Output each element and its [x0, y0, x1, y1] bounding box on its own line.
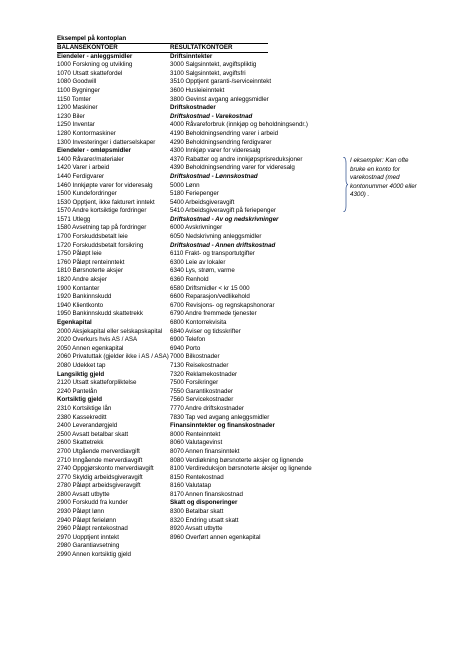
- balance-account-row: 2940 Påløpt ferielønn: [57, 516, 117, 524]
- balance-account-row: 1460 Innkjøpte varer for videresalg: [57, 181, 153, 189]
- balance-account-row: 1000 Forskning og utvikling: [57, 61, 133, 69]
- result-account-row: 8300 Betalbar skatt: [170, 508, 224, 516]
- balance-account-row: 1250 Inventar: [57, 121, 95, 129]
- balance-account-row: 1820 Andre aksjer: [57, 276, 107, 284]
- result-account-row: 3100 Salgsinntekt, avgiftsfri: [170, 69, 246, 77]
- balance-account-row: 2600 Skattetrekk: [57, 439, 104, 447]
- balance-account-row: 2000 Aksjekapital eller selskapskapital: [57, 327, 163, 335]
- result-account-row: 5400 Arbeidsgiveravgift: [170, 198, 235, 206]
- result-account-row: 7130 Reisekostnader: [170, 361, 229, 369]
- result-section-heading: Driftskostnad - Annen driftskostnad: [170, 241, 276, 249]
- balance-account-row: 2060 Privatuttak (gjelder ikke i AS / ASA): [57, 353, 169, 361]
- balance-account-row: 1720 Forskuddsbetalt forsikring: [57, 241, 144, 249]
- result-account-row: 8060 Valutagevinst: [170, 439, 223, 447]
- result-account-row: 3510 Opptjent garanti-/serviceinntekt: [170, 78, 272, 86]
- balance-account-row: 1571 Utlegg: [57, 215, 91, 223]
- balance-account-row: 1810 Børsnoterte aksjer: [57, 267, 124, 275]
- result-account-row: 6360 Renhold: [170, 276, 209, 284]
- balance-account-row: 1230 Biler: [57, 112, 85, 120]
- result-account-row: 8160 Valutatap: [170, 482, 212, 490]
- result-section-heading: Driftskostnader: [170, 104, 216, 112]
- balance-account-row: 2980 Garantiavsetning: [57, 542, 120, 550]
- balance-account-row: 2400 Leverandørgjeld: [57, 422, 118, 430]
- balance-header: BALANSEKONTOER: [57, 44, 118, 51]
- result-account-row: 8080 Verdiøkning børsnoterte aksjer og lignende: [170, 456, 304, 464]
- balance-account-row: 2050 Annen egenkapital: [57, 344, 124, 352]
- balance-account-row: 1400 Råvarer/materialer: [57, 155, 124, 163]
- result-account-row: 6300 Leie av lokaler: [170, 258, 226, 266]
- balance-account-row: 2780 Påløpt arbeidsgiveravgift: [57, 482, 141, 490]
- balance-account-row: 1440 Ferdigvarer: [57, 172, 105, 180]
- side-note: I eksempler: Kan ofte bruke en konto for varekostnad (med kontonummer 4000 eller 4300) .: [350, 157, 417, 199]
- result-section-heading: Driftskostnad - Varekostnad: [170, 112, 253, 120]
- result-account-row: 4290 Beholdningsendring ferdigvarer: [170, 138, 272, 146]
- balance-account-row: 2500 Avsatt betalbar skatt: [57, 430, 129, 438]
- balance-account-row: 2710 Inngående merverdiavgift: [57, 456, 143, 464]
- balance-account-row: 1100 Bygninger: [57, 86, 100, 94]
- result-account-row: 6900 Telefon: [170, 336, 206, 344]
- balance-account-row: 2770 Skyldig arbeidsgiveravgift: [57, 473, 143, 481]
- result-account-row: 8150 Rentekostnad: [170, 473, 224, 481]
- balance-account-row: 2970 Uopptjent inntekt: [57, 533, 119, 541]
- result-account-row: 4370 Rabatter og andre innkjøpsprisreduksjoner: [170, 155, 303, 163]
- result-account-row: 5180 Feriepenger: [170, 190, 219, 198]
- balance-section-heading: Kortsiktig gjeld: [57, 396, 103, 404]
- result-account-row: 4300 Innkjøp varer for videresalg: [170, 147, 261, 155]
- result-account-row: 6580 Driftsmidler < kr 15 000: [170, 284, 250, 292]
- result-accounts-column: [170, 44, 312, 542]
- result-account-row: 6840 Aviser og tidsskrifter: [170, 327, 241, 335]
- brace-icon: [342, 157, 348, 212]
- result-account-row: 6340 Lys, strøm, varme: [170, 267, 235, 275]
- balance-account-row: 1150 Tomter: [57, 95, 91, 103]
- result-account-row: 6000 Avskrivninger: [170, 224, 223, 232]
- balance-account-row: 1940 Klientkonto: [57, 301, 104, 309]
- balance-account-row: 2240 Pantelån: [57, 387, 97, 395]
- result-account-row: 3000 Salgsinntekt, avgiftspliktig: [170, 61, 257, 69]
- balance-account-row: 1750 Påløpt leie: [57, 250, 102, 258]
- balance-account-row: 1070 Utsatt skattefordel: [57, 69, 123, 77]
- result-section-heading: Driftskostnad - Av og nedskrivninger: [170, 215, 279, 223]
- result-account-row: 4390 Beholdningsendring varer for videresalg: [170, 164, 295, 172]
- document-title: Eksempel på kontoplan: [57, 35, 127, 42]
- balance-account-row: 2080 Udekket tap: [57, 361, 106, 369]
- result-account-row: 7550 Garantikostnader: [170, 387, 233, 395]
- balance-account-row: 2900 Forskudd fra kunder: [57, 499, 128, 507]
- result-account-row: 5410 Arbeidsgiveravgift på feriepenger: [170, 207, 276, 215]
- balance-account-row: 2930 Påløpt lønn: [57, 508, 105, 516]
- result-account-row: 7770 Andre driftskostnader: [170, 404, 244, 412]
- result-account-row: 3800 Gevinst avgang anleggsmidler: [170, 95, 269, 103]
- result-account-row: 8170 Annen finanskostnad: [170, 490, 243, 498]
- balance-account-row: 1760 Påløpt renteinntekt: [57, 258, 125, 266]
- result-section-heading: Skatt og disponeringer: [170, 499, 238, 507]
- result-account-row: 6790 Andre fremmede tjenester: [170, 310, 257, 318]
- result-account-row: 8070 Annen finansinntekt: [170, 447, 240, 455]
- balance-account-row: 1500 Kundefordringer: [57, 190, 117, 198]
- result-account-row: 7560 Servicekostnader: [170, 396, 234, 404]
- balance-account-row: 2800 Avsatt utbytte: [57, 490, 110, 498]
- balance-section-heading: Egenkapital: [57, 319, 92, 326]
- result-account-row: 8920 Avsatt utbytte: [170, 525, 223, 533]
- balance-account-row: 1530 Opptjent, ikke fakturert inntekt: [57, 198, 155, 206]
- result-account-row: 8000 Renteinntekt: [170, 430, 221, 438]
- result-account-row: 4000 Råvareforbruk (innkjøp og beholdningsendr.): [170, 121, 308, 129]
- result-account-row: 6110 Frakt- og transportutgifter: [170, 250, 255, 258]
- balance-account-row: 1900 Kontanter: [57, 284, 100, 292]
- balance-account-row: 2380 Kassekreditt: [57, 413, 107, 421]
- balance-account-row: 2120 Utsatt skatteforpliktelse: [57, 379, 137, 387]
- balance-account-row: 2700 Utgående merverdiavgift: [57, 447, 140, 455]
- balance-account-row: 1080 Goodwill: [57, 78, 97, 86]
- balance-account-row: 2310 Kortsiktige lån: [57, 404, 112, 412]
- result-account-row: 8100 Verdireduksjon børsnoterte aksjer og lignende: [170, 465, 312, 473]
- result-section-heading: Driftskostnad - Lønnskostnad: [170, 172, 258, 180]
- balance-section-heading: Eiendeler - anleggsmidler: [57, 52, 133, 60]
- result-account-row: 7000 Bilkostnader: [170, 353, 220, 361]
- balance-account-row: 2020 Overkurs hvis AS / ASA: [57, 336, 138, 344]
- balance-account-row: 1920 Bankinnskudd: [57, 293, 112, 301]
- balance-account-row: 2960 Påløpt rentekostnad: [57, 525, 128, 533]
- result-account-row: 7500 Forsikringer: [170, 379, 219, 387]
- result-account-row: 6700 Revisjons- og regnskapshonorar: [170, 301, 275, 309]
- result-account-row: 7830 Tap ved avgang anleggsmidler: [170, 413, 270, 421]
- result-account-row: 7320 Reklamekostnader: [170, 370, 238, 378]
- balance-accounts-column: [57, 44, 167, 560]
- balance-account-row: 1200 Maskiner: [57, 104, 98, 112]
- result-account-row: 8960 Overført annen egenkapital: [170, 533, 261, 541]
- result-account-row: 5000 Lønn: [170, 181, 200, 189]
- result-account-row: 4190 Beholdningsendring varer i arbeid: [170, 129, 279, 137]
- balance-account-row: 1950 Bankinnskudd skattetrekk: [57, 310, 143, 318]
- balance-section-heading: Eiendeler - omløpsmidler: [57, 147, 131, 155]
- result-account-row: 6800 Kontorrekvisita: [170, 319, 227, 326]
- result-account-row: 8320 Endring utsatt skatt: [170, 516, 239, 524]
- balance-account-row: 1280 Kontormaskiner: [57, 129, 116, 137]
- balance-section-heading: Langsiktig gjeld: [57, 370, 105, 378]
- result-account-row: 6050 Nedskrivning anleggsmidler: [170, 233, 262, 241]
- result-account-row: 3600 Husleieinntekt: [170, 86, 225, 94]
- result-section-heading: Finansinntekter og finanskostnader: [170, 422, 275, 430]
- balance-account-row: 1570 Andre kortsiktige fordringer: [57, 207, 147, 215]
- result-section-heading: Driftsinntekter: [170, 52, 213, 60]
- balance-account-row: 1420 Varer i arbeid: [57, 164, 110, 172]
- balance-account-row: 2990 Annen kortsiktig gjeld: [57, 551, 131, 559]
- result-header: RESULTATKONTOER: [170, 44, 233, 51]
- balance-account-row: 2740 Oppgjørskonto merverdiavgift: [57, 465, 154, 473]
- result-account-row: 6940 Porto: [170, 344, 201, 352]
- balance-account-row: 1580 Avsetning tap på fordringer: [57, 224, 147, 232]
- result-account-row: 6600 Reparasjon/vedlikehold: [170, 293, 250, 301]
- balance-account-row: 1300 Investeringer i datterselskaper: [57, 138, 156, 146]
- balance-account-row: 1700 Forskuddsbetalt leie: [57, 233, 128, 241]
